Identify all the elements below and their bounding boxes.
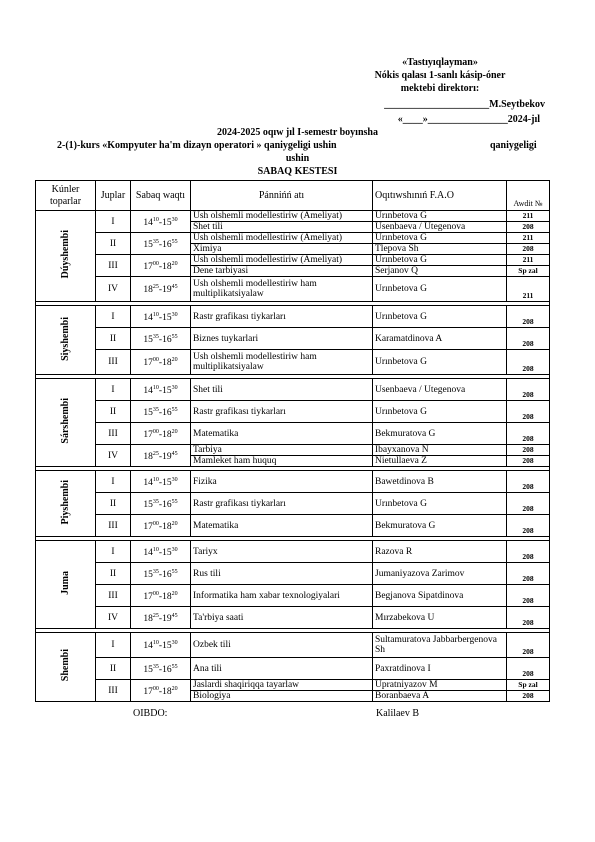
time-minutes: 45 — [171, 284, 178, 291]
table-row — [36, 493, 550, 515]
table-row — [36, 306, 550, 328]
lesson-time: $15^{35}-16^{55}$ — [131, 658, 191, 680]
time-minutes: 35 — [152, 333, 159, 340]
teacher-name: Upratniyazov M — [373, 680, 507, 691]
pair-number: I — [96, 306, 131, 328]
teacher-name: Jumaniyazova Zarimov — [373, 563, 507, 585]
header-pairs: Juplar — [96, 181, 131, 211]
time-hours: 15 — [162, 548, 172, 559]
subject-name: Matematika — [191, 515, 373, 537]
pair-number: IV — [96, 445, 131, 467]
time-minutes: 20 — [171, 428, 178, 435]
lesson-time: $15^{35}-16^{55}$ — [131, 563, 191, 585]
time-minutes: 20 — [171, 260, 178, 267]
time-minutes: 10 — [152, 216, 159, 223]
room-number: 208 — [507, 350, 550, 375]
time-hours: 16 — [162, 335, 172, 346]
room-number: 208 — [507, 423, 550, 445]
time-hours: 17 — [143, 687, 153, 698]
time-minutes: 25 — [152, 612, 159, 619]
lesson-time: $18^{25}-19^{45}$ — [131, 277, 191, 302]
teacher-name: Usenbaeva / Utegenova — [373, 379, 507, 401]
teacher-name: Nietullaeva Z — [373, 456, 507, 467]
time-minutes: 35 — [152, 406, 159, 413]
pair-number: III — [96, 680, 131, 702]
time-hours: 14 — [143, 218, 153, 229]
time-hours: 14 — [143, 478, 153, 489]
day-label: Shembi — [59, 649, 71, 682]
time-hours: 19 — [162, 452, 172, 463]
teacher-name: Razova R — [373, 541, 507, 563]
subject-name: Rus tili — [191, 563, 373, 585]
approval-block — [340, 56, 540, 95]
pair-number: III — [96, 515, 131, 537]
lesson-time: $14^{10}-15^{30}$ — [131, 541, 191, 563]
time-minutes: 35 — [152, 663, 159, 670]
room-number: 208 — [507, 456, 550, 467]
pair-number: III — [96, 255, 131, 277]
subject-name: Ush olshemli modellestiriw (Ameliyat) — [191, 211, 373, 222]
time-hours: 17 — [143, 358, 153, 369]
time-minutes: 30 — [171, 384, 178, 391]
pair-number: II — [96, 563, 131, 585]
course-line-continuation: ushin — [285, 153, 310, 164]
lesson-time: $17^{00}-18^{20}$ — [131, 423, 191, 445]
pair-number: II — [96, 401, 131, 423]
time-hours: 18 — [162, 687, 172, 698]
time-minutes: 55 — [171, 568, 178, 575]
footer-left: OIBDO: — [133, 708, 168, 719]
table-row — [36, 328, 550, 350]
academic-year-line: 2024-2025 oqıw jıl I-semestr boyınsha — [217, 127, 378, 138]
table-row — [36, 471, 550, 493]
teacher-name: Urınbetova G — [373, 211, 507, 222]
header-time: Sabaq waqtı — [131, 181, 191, 211]
lesson-time: $17^{00}-18^{20}$ — [131, 515, 191, 537]
lesson-time: $15^{35}-16^{55}$ — [131, 401, 191, 423]
time-minutes: 10 — [152, 546, 159, 553]
time-hours: 19 — [162, 285, 172, 296]
director-signature-line: _____________________M.Seytbekov — [384, 99, 545, 110]
lesson-time: $18^{25}-19^{45}$ — [131, 445, 191, 467]
table-row — [36, 379, 550, 401]
teacher-name: Urınbetova G — [373, 350, 507, 375]
room-number: 208 — [507, 658, 550, 680]
time-hours: 17 — [143, 592, 153, 603]
room-number: 208 — [507, 541, 550, 563]
lesson-time: $17^{00}-18^{20}$ — [131, 680, 191, 702]
time-minutes: 30 — [171, 640, 178, 647]
time-minutes: 10 — [152, 384, 159, 391]
lesson-time: $15^{35}-16^{55}$ — [131, 233, 191, 255]
time-minutes: 20 — [171, 590, 178, 597]
day-label: Sárshembi — [59, 398, 71, 444]
subject-name: Ana tili — [191, 658, 373, 680]
room-number: 211 — [507, 211, 550, 222]
time-minutes: 30 — [171, 476, 178, 483]
lesson-time: $18^{25}-19^{45}$ — [131, 607, 191, 629]
pair-number: I — [96, 211, 131, 233]
lesson-time: $14^{10}-15^{30}$ — [131, 633, 191, 658]
table-header-row — [36, 181, 550, 211]
room-number: 208 — [507, 379, 550, 401]
teacher-name: Urınbetova G — [373, 493, 507, 515]
room-number: 211 — [507, 255, 550, 266]
subject-name: Ximiya — [191, 244, 373, 255]
time-minutes: 45 — [171, 612, 178, 619]
time-hours: 18 — [162, 262, 172, 273]
pair-number: IV — [96, 277, 131, 302]
subject-name: Dene tarbiyasi — [191, 266, 373, 277]
subject-name: Mamleket ham huquq — [191, 456, 373, 467]
time-hours: 17 — [143, 522, 153, 533]
table-row — [36, 255, 550, 266]
subject-name: Matematika — [191, 423, 373, 445]
lesson-time: $15^{35}-16^{55}$ — [131, 328, 191, 350]
subject-name: Tarbiya — [191, 445, 373, 456]
time-minutes: 55 — [171, 406, 178, 413]
time-minutes: 55 — [171, 333, 178, 340]
table-row — [36, 585, 550, 607]
header-subject: Pánnińń atı — [191, 181, 373, 211]
pair-number: III — [96, 350, 131, 375]
day-label-cell — [36, 541, 96, 629]
time-hours: 15 — [162, 641, 172, 652]
pair-number: II — [96, 493, 131, 515]
subject-name: Jaslardi shaqiriqqa tayarlaw — [191, 680, 373, 691]
subject-name: Ush olshemli modellestiriw ham multiplikatsiyalaw — [191, 350, 373, 375]
time-minutes: 35 — [152, 498, 159, 505]
room-number: 208 — [507, 306, 550, 328]
table-row — [36, 541, 550, 563]
time-hours: 16 — [162, 240, 172, 251]
time-hours: 19 — [162, 614, 172, 625]
subject-name: Rastr grafikası tiykarları — [191, 306, 373, 328]
table-row — [36, 233, 550, 244]
day-label-cell — [36, 379, 96, 467]
time-hours: 16 — [162, 665, 172, 676]
approval-line-1: «Tastıyıqlayman» — [402, 57, 478, 68]
day-label: Juma — [59, 571, 71, 595]
time-hours: 17 — [143, 262, 153, 273]
teacher-name: Urınbetova G — [373, 255, 507, 266]
header-teacher: Oqıtıwshınıń F.A.O — [373, 181, 507, 211]
time-hours: 15 — [143, 500, 153, 511]
table-row — [36, 277, 550, 302]
room-number: Sp zal — [507, 680, 550, 691]
time-hours: 18 — [162, 430, 172, 441]
pair-number: I — [96, 379, 131, 401]
time-hours: 18 — [143, 614, 153, 625]
pair-number: III — [96, 423, 131, 445]
subject-name: Biznes tuykarlari — [191, 328, 373, 350]
time-minutes: 55 — [171, 238, 178, 245]
time-minutes: 00 — [152, 260, 159, 267]
table-row — [36, 563, 550, 585]
subject-name: Ozbek tili — [191, 633, 373, 658]
pair-number: II — [96, 658, 131, 680]
lesson-time: $14^{10}-15^{30}$ — [131, 471, 191, 493]
day-label: Siyshembi — [59, 316, 71, 361]
time-minutes: 35 — [152, 238, 159, 245]
subject-name: Shet tili — [191, 222, 373, 233]
table-row — [36, 423, 550, 445]
room-number: 208 — [507, 222, 550, 233]
time-minutes: 30 — [171, 546, 178, 553]
subject-name: Ush olshemli modellestiriw (Ameliyat) — [191, 233, 373, 244]
teacher-name: Tlepova Sh — [373, 244, 507, 255]
teacher-name: Karamatdinova A — [373, 328, 507, 350]
time-minutes: 10 — [152, 640, 159, 647]
time-hours: 15 — [143, 335, 153, 346]
room-number: 208 — [507, 244, 550, 255]
header-days: Kúnler toparlar — [36, 181, 96, 211]
room-number: 208 — [507, 563, 550, 585]
time-minutes: 55 — [171, 498, 178, 505]
time-minutes: 00 — [152, 685, 159, 692]
time-minutes: 10 — [152, 311, 159, 318]
lesson-time: $14^{10}-15^{30}$ — [131, 306, 191, 328]
room-number: 208 — [507, 493, 550, 515]
room-number: 208 — [507, 633, 550, 658]
room-number: 208 — [507, 585, 550, 607]
time-minutes: 00 — [152, 590, 159, 597]
teacher-name: Boranbaeva A — [373, 691, 507, 702]
pair-number: III — [96, 585, 131, 607]
day-label-cell — [36, 211, 96, 302]
room-number: 211 — [507, 233, 550, 244]
pair-number: I — [96, 471, 131, 493]
table-row — [36, 401, 550, 423]
time-minutes: 00 — [152, 520, 159, 527]
time-minutes: 30 — [171, 216, 178, 223]
table-row — [36, 680, 550, 691]
teacher-name: Mırzabekova U — [373, 607, 507, 629]
lesson-time: $15^{35}-16^{55}$ — [131, 493, 191, 515]
day-label-cell — [36, 633, 96, 702]
teacher-name: Sultamuratova Jabbarbergenova Sh — [373, 633, 507, 658]
pair-number: II — [96, 233, 131, 255]
time-hours: 15 — [162, 218, 172, 229]
time-hours: 18 — [162, 358, 172, 369]
pair-number: II — [96, 328, 131, 350]
room-number: 208 — [507, 328, 550, 350]
room-number: 208 — [507, 515, 550, 537]
approval-line-3: mektebi direktorı: — [400, 83, 480, 94]
teacher-name: Begjanova Sipatdinova — [373, 585, 507, 607]
time-hours: 16 — [162, 408, 172, 419]
footer-right: Kalilaev B — [376, 708, 420, 719]
teacher-name: Bekmuratova G — [373, 423, 507, 445]
time-minutes: 10 — [152, 476, 159, 483]
room-number: Sp zal — [507, 266, 550, 277]
table-row — [36, 633, 550, 658]
time-hours: 15 — [143, 665, 153, 676]
subject-name: Informatika ham xabar texnologiyalari — [191, 585, 373, 607]
course-line-right: qaniygeligi — [490, 140, 537, 151]
teacher-name: Serjanov Q — [373, 266, 507, 277]
pair-number: IV — [96, 607, 131, 629]
time-minutes: 45 — [171, 450, 178, 457]
time-hours: 14 — [143, 641, 153, 652]
table-row — [36, 658, 550, 680]
teacher-name: Urınbetova G — [373, 233, 507, 244]
room-number: 208 — [507, 445, 550, 456]
time-hours: 14 — [143, 313, 153, 324]
room-number: 208 — [507, 401, 550, 423]
teacher-name: Urınbetova G — [373, 277, 507, 302]
subject-name: Shet tili — [191, 379, 373, 401]
teacher-name: Bekmuratova G — [373, 515, 507, 537]
time-hours: 14 — [143, 386, 153, 397]
time-hours: 14 — [143, 548, 153, 559]
subject-name: Biologiya — [191, 691, 373, 702]
room-number: 211 — [507, 277, 550, 302]
subject-name: Fizika — [191, 471, 373, 493]
header-room: Awdit № — [507, 181, 550, 211]
room-number: 208 — [507, 691, 550, 702]
time-minutes: 35 — [152, 568, 159, 575]
day-label: Piyshembi — [59, 479, 71, 525]
time-hours: 16 — [162, 500, 172, 511]
time-minutes: 20 — [171, 685, 178, 692]
subject-name: Ush olshemli modellestiriw ham multiplikatsiyalaw — [191, 277, 373, 302]
table-row — [36, 211, 550, 222]
page-title: SABAQ KESTESI — [257, 166, 338, 177]
time-hours: 15 — [162, 386, 172, 397]
subject-name: Ush olshemli modellestiriw (Ameliyat) — [191, 255, 373, 266]
time-hours: 18 — [162, 522, 172, 533]
table-row — [36, 515, 550, 537]
time-minutes: 25 — [152, 284, 159, 291]
teacher-name: Urınbetova G — [373, 401, 507, 423]
teacher-name: Ibayxanova N — [373, 445, 507, 456]
subject-name: Ta'rbiya saati — [191, 607, 373, 629]
pair-number: I — [96, 541, 131, 563]
lesson-time: $17^{00}-18^{20}$ — [131, 585, 191, 607]
time-minutes: 55 — [171, 663, 178, 670]
teacher-name: Urınbetova G — [373, 306, 507, 328]
time-hours: 15 — [143, 240, 153, 251]
time-minutes: 20 — [171, 520, 178, 527]
room-number: 208 — [507, 471, 550, 493]
lesson-time: $17^{00}-18^{20}$ — [131, 255, 191, 277]
subject-name: Tariyx — [191, 541, 373, 563]
time-hours: 18 — [162, 592, 172, 603]
pair-number: I — [96, 633, 131, 658]
time-hours: 18 — [143, 285, 153, 296]
day-label: Dúyshembi — [59, 230, 71, 279]
table-row — [36, 350, 550, 375]
time-minutes: 30 — [171, 311, 178, 318]
teacher-name: Usenbaeva / Utegenova — [373, 222, 507, 233]
lesson-time: $14^{10}-15^{30}$ — [131, 211, 191, 233]
subject-name: Rastr grafikası tiykarları — [191, 493, 373, 515]
time-hours: 16 — [162, 570, 172, 581]
time-hours: 15 — [162, 478, 172, 489]
table-row — [36, 445, 550, 456]
time-minutes: 20 — [171, 357, 178, 364]
approval-date-line: «____»________________2024-jıl — [397, 114, 540, 125]
time-minutes: 25 — [152, 450, 159, 457]
day-label-cell — [36, 306, 96, 375]
teacher-name: Bawetdinova B — [373, 471, 507, 493]
table-row — [36, 607, 550, 629]
time-minutes: 00 — [152, 428, 159, 435]
day-label-cell — [36, 471, 96, 537]
teacher-name: Paxratdinova I — [373, 658, 507, 680]
schedule-table — [35, 180, 550, 702]
time-minutes: 00 — [152, 357, 159, 364]
time-hours: 15 — [162, 313, 172, 324]
time-hours: 15 — [143, 408, 153, 419]
time-hours: 15 — [143, 570, 153, 581]
time-hours: 17 — [143, 430, 153, 441]
lesson-time: $17^{00}-18^{20}$ — [131, 350, 191, 375]
subject-name: Rastr grafikası tiykarları — [191, 401, 373, 423]
time-hours: 18 — [143, 452, 153, 463]
lesson-time: $14^{10}-15^{30}$ — [131, 379, 191, 401]
room-number: 208 — [507, 607, 550, 629]
course-line: 2-(1)-kurs «Kompyuter ha'm dizayn operatori » qaniygeligi ushin — [57, 140, 337, 151]
approval-line-2: Nókis qalası 1-sanlı kásip-óner — [374, 70, 506, 81]
